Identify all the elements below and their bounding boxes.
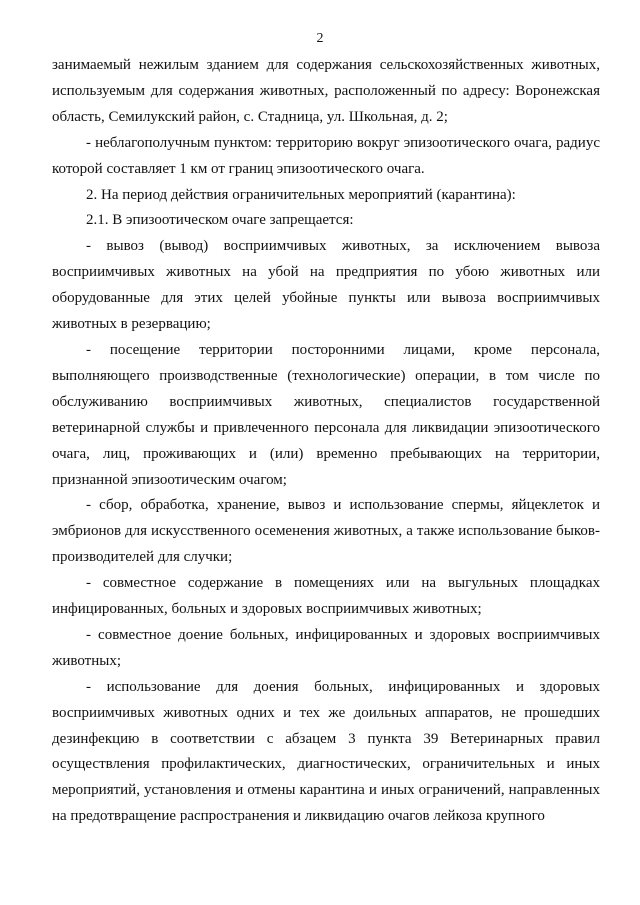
paragraph-section-2-1: 2.1. В эпизоотическом очаге запрещается: [86, 212, 354, 229]
paragraph-ban-visits: - посещение территории посторонними лицами, кроме персонала, выполняющего производственные (технологические) операции, в том числе по обслуживанию восприимчивых животных, специалистов государственной ветеринарной службы и привлеченного персонала для ликвидации эпизоотического очага, лиц, проживающих и (или) временно пребывающих на территории, признанной эпизоотическим очагом; [52, 341, 600, 488]
paragraph-ban-export: - вывоз (вывод) восприимчивых животных, за исключением вывоза восприимчивых животных на убой на предприятия по убою животных или оборудованные для этих целей убойные пункты или вывоза восприимчивых животных в резервацию; [52, 238, 600, 333]
paragraph-section-2: 2. На период действия ограничительных мероприятий (карантина): [86, 186, 516, 203]
paragraph-ban-joint-milking: - совместное доение больных, инфицированных и здоровых восприимчивых животных; [52, 626, 600, 669]
paragraph-ban-semen: - сбор, обработка, хранение, вывоз и использование спермы, яйцеклеток и эмбрионов для искусственного осеменения животных, а также использование быков-производителей для случки; [52, 497, 600, 566]
paragraph-ban-milking-equipment: - использование для доения больных, инфицированных и здоровых восприимчивых животных одних и тех же доильных аппаратов, не прошедших дезинфекцию в соответствии с абзацем 3 пункта 39 Ветеринарных правил осуществления профилактических, диагностических, ограничительных и иных мероприятий, установления и отмены карантина и иных ограничений, направленных на предотвращение распространения и ликвидацию очагов лейкоза крупного [52, 678, 600, 825]
paragraph-ban-joint-keeping: - совместное содержание в помещениях или на выгульных площадках инфицированных, больных и здоровых восприимчивых животных; [52, 575, 600, 618]
paragraph-unfavorable-point: - неблагополучным пунктом: территорию вокруг эпизоотического очага, радиус которой составляет 1 км от границ эпизоотического очага. [52, 134, 600, 177]
paragraph-continuation: занимаемый нежилым зданием для содержания сельскохозяйственных животных, используемым для содержания животных, расположенный по адресу: Воронежская область, Семилукский район, с. Стадница, ул. Школьная, д. 2; [52, 57, 600, 125]
page-number: 2 [316, 31, 324, 46]
document-body [52, 53, 600, 830]
